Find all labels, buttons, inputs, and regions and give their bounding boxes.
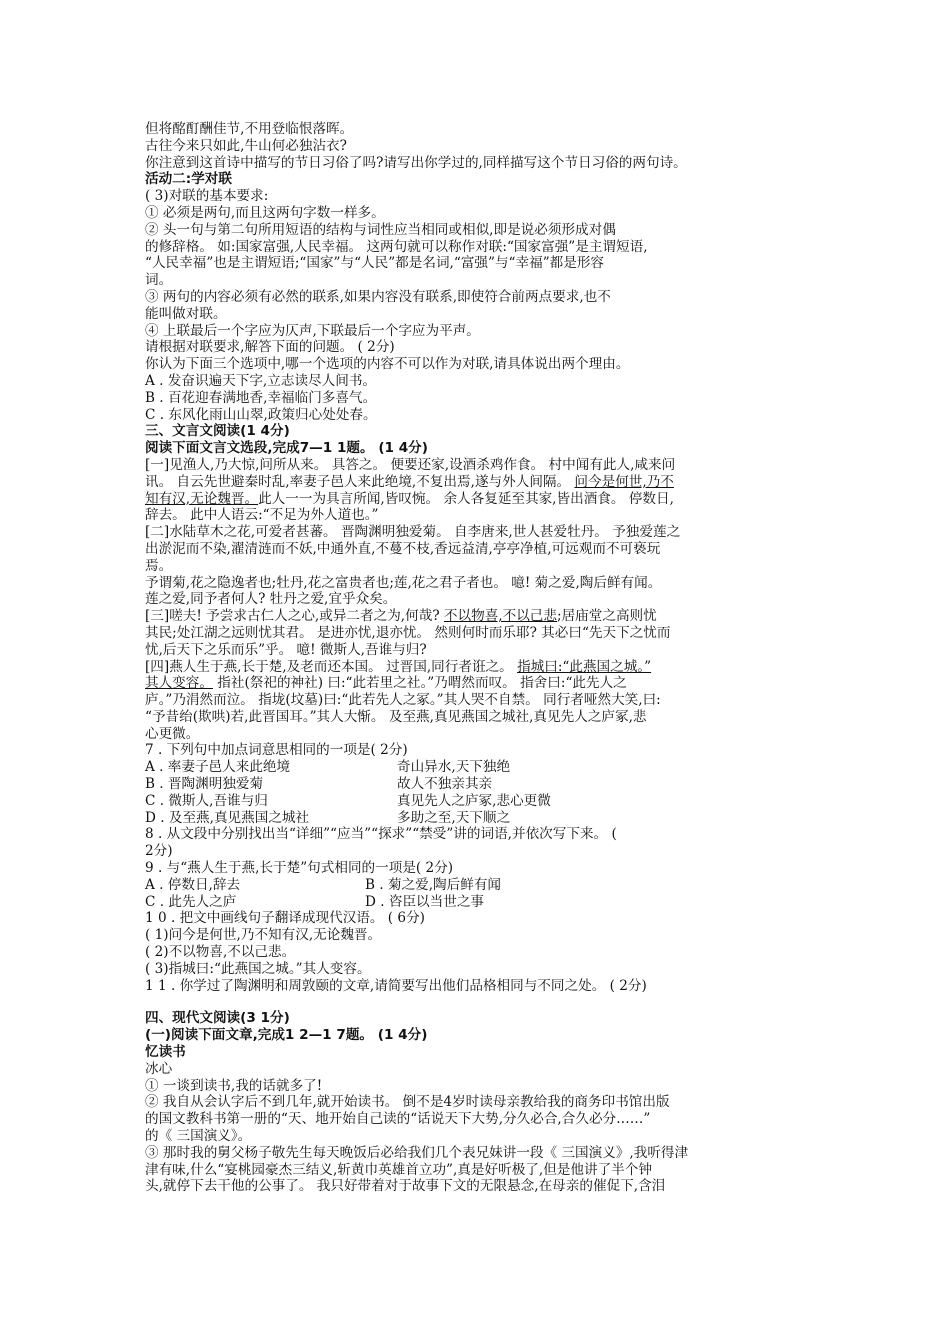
option-right: 多助之至,天下顺之 [397, 809, 511, 826]
text-line: “人民幸福”也是主谓短语;“国家”与“人民”都是名词,“富强”与“幸福”都是形容 [145, 255, 605, 272]
passage3-text: [三]嗟夫! 予尝求古仁人之心,或异二者之为,何哉? [145, 608, 444, 625]
passage4-line: 庐。”乃涓然而泣。 指垅(坟墓)曰:“此若先人之冢。”其人哭不自禁。 同行者哑然大笑,曰: [145, 692, 661, 709]
passage4-text: [四]燕人生于燕,长于楚,及老而还本国。 过晋国,同行者诳之。 [145, 658, 518, 675]
question-7-option-b [145, 776, 815, 793]
text-line: 能叫做对联。 [145, 305, 227, 322]
article-line: 的《 三国演义》。 [145, 1128, 252, 1145]
article-line: 头,就停下去干他的公事了。 我只好带着对于故事下文的无限悬念,在母亲的催促下,含泪 [145, 1178, 666, 1195]
question-8-line: 8 . 从文段中分别找出当“详细”“应当”“探求”“禁受”讲的词语,并依次写下来。 ( [145, 826, 617, 843]
article-line: ③ 那时我的舅父杨子敬先生每天晚饭后必给我们几个表兄妹讲一段《 三国演义》,我听得津 [145, 1144, 689, 1161]
question-10-item: ( 3)指城曰:“此燕国之城。”其人变容。 [145, 960, 371, 977]
text-line: ④ 上联最后一个字应为仄声,下联最后一个字应为平声。 [145, 322, 480, 339]
activity2-heading: 活动二:学对联 [145, 171, 232, 188]
passage4-line: “予昔绐(欺哄)若,此晋国耳。”其人大惭。 及至燕,真见燕国之城社,真见先人之庐冢,悲 [145, 708, 647, 725]
option-left: B . 晋陶渊明独爱菊 [145, 776, 264, 793]
spacer [145, 994, 815, 1010]
option-line: C . 东风化雨山山翠,政策归心处处春。 [145, 406, 377, 423]
question-9-options-row [145, 877, 815, 894]
question-7-option-c [145, 793, 815, 810]
option-right: D . 咨臣以当世之事 [365, 893, 485, 910]
underlined-sentence: 问今是何世,乃不 [574, 473, 674, 490]
passage1-text: 此人一一为具言所闻,皆叹惋。 余人各复延至其家,皆出酒食。 停数日, [258, 490, 674, 507]
question-7-option-a [145, 759, 815, 776]
section3-subheading: 阅读下面文言文选段,完成7—1 1题。 (1 4分) [145, 440, 428, 457]
option-left: D . 及至燕,真见燕国之城社 [145, 809, 310, 826]
article-line: ② 我自从会认字后不到几年,就开始读书。 倒不是4岁时读母亲教给我的商务印书馆出版 [145, 1094, 670, 1111]
passage3-line [145, 608, 815, 625]
passage2-line: 予谓菊,花之隐逸者也;牡丹,花之富贵者也;莲,花之君子者也。 噫! 菊之爱,陶后鲜有闻。 [145, 574, 662, 591]
article-line: 津有味,什么“宴桃园豪杰三结义,斩黄巾英雄首立功”,真是好听极了,但是他讲了半个钟 [145, 1161, 652, 1178]
question-7-stem: 7 . 下列句中加点词意思相同的一项是( 2分) [145, 742, 408, 759]
underlined-sentence: 知有汉,无论魏晋。 [145, 490, 259, 507]
poem-line: 但将酩酊酬佳节,不用登临恨落晖。 [145, 121, 354, 137]
text-line: 请根据对联要求,解答下面的问题。 ( 2分) [145, 339, 395, 356]
text-line: 词。 [145, 272, 173, 289]
article-line: ① 一谈到读书,我的话就多了! [145, 1077, 323, 1094]
passage1-line [145, 491, 815, 508]
question-10-item: ( 2)不以物喜,不以己悲。 [145, 944, 296, 961]
option-right: B . 菊之爱,陶后鲜有闻 [365, 876, 502, 893]
option-right: 真见先人之庐冢,悲心更微 [397, 792, 551, 809]
passage4-line [145, 675, 815, 692]
passage2-line: 莲之爱,同予者何人? 牡丹之爱,宜乎众矣。 [145, 591, 397, 608]
passage4-line: 心更微。 [145, 725, 200, 742]
question-10-item: ( 1)问今是何世,乃不知有汉,无论魏晋。 [145, 927, 382, 944]
option-left: C . 微斯人,吾谁与归 [145, 792, 268, 809]
question-7-option-d [145, 810, 815, 827]
option-left: C . 此先人之庐 [145, 893, 237, 910]
article-author: 冰心 [145, 1060, 173, 1077]
article-line: 的国文教科书第一册的“天、地开始自己读的“话说天下大势,分久必合,合久必分……” [145, 1111, 651, 1128]
passage4-text: 指社(祭祀的神社) 曰:“此若里之社。”乃喟然而叹。 指舍曰:“此先人之 [212, 675, 627, 692]
text-line: 的修辞格。 如:国家富强,人民幸福。 这两句就可以称作对联:“国家富强”是主谓短语, [145, 238, 648, 255]
section3-heading: 三、文言文阅读(1 4分) [145, 423, 290, 440]
question-9-options-row [145, 894, 815, 911]
underlined-sentence: 不以物喜,不以己悲 [443, 608, 557, 625]
option-line: B . 百花迎春满地香,幸福临门多喜气。 [145, 389, 377, 406]
text-line: ( 3)对联的基本要求: [145, 188, 269, 205]
document-body [145, 121, 815, 1195]
text-line: 你认为下面三个选项中,哪一个选项的内容不可以作为对联,请具体说出两个理由。 [145, 356, 630, 373]
text-line: ① 必须是两句,而且这两句字数一样多。 [145, 204, 385, 221]
option-line: A . 发奋识遍天下字,立志读尽人间书。 [145, 372, 377, 389]
option-right: 故人不独亲其亲 [397, 776, 493, 793]
passage3-text: ;居庙堂之高则忧 [557, 608, 657, 625]
option-left: A . 停数日,辞去 [145, 876, 241, 893]
passage1-line [145, 474, 815, 491]
underlined-sentence: 其人变容。 [145, 675, 213, 692]
passage3-line: 其民;处江湖之远则忧其君。 是进亦忧,退亦忧。 然则何时而乐耶? 其必曰“先天下之忧而 [145, 624, 671, 641]
question-8-line: 2分) [145, 843, 173, 860]
passage1-line: 辞去。 此中人语云:“不足为外人道也。” [145, 507, 379, 524]
question-10-stem: 1 0 . 把文中画线句子翻译成现代汉语。 ( 6分) [145, 910, 425, 927]
poem-line: 古往今来只如此,牛山何必独沾衣? [145, 137, 347, 154]
article-title: 忆读书 [145, 1044, 186, 1061]
passage1-text: 讯。 自云先世避秦时乱,率妻子邑人来此绝境,不复出焉,遂与外人间隔。 [145, 473, 575, 490]
text-line: ② 头一句与第二句所用短语的结构与词性应当相同或相似,即是说必须形成对偶 [145, 221, 616, 238]
section4-heading: 四、现代文阅读(3 1分) [145, 1010, 290, 1027]
passage3-line: 忧,后天下之乐而乐”乎。 噫! 微斯人,吾谁与归? [145, 641, 427, 658]
passage2-line: [二]水陆草木之花,可爱者甚蕃。 晋陶渊明独爱菊。 自李唐来,世人甚爱牡丹。 予独爱莲之 [145, 524, 681, 541]
question-9-stem: 9 . 与“燕人生于燕,长于楚”句式相同的一项是( 2分) [145, 860, 454, 877]
option-right: 奇山异水,天下独绝 [397, 759, 511, 776]
passage4-line [145, 659, 815, 676]
question-11: 1 1 . 你学过了陶渊明和周敦颐的文章,请简要写出他们品格相同与不同之处。 ( 2分) [145, 977, 647, 994]
passage2-line: 焉。 [145, 557, 173, 574]
passage2-line: 出淤泥而不染,濯清涟而不妖,中通外直,不蔓不枝,香远益清,亭亭净植,可远观而不可亵玩 [145, 540, 661, 557]
text-line: ③ 两句的内容必须有必然的联系,如果内容没有联系,即使符合前两点要求,也不 [145, 288, 611, 305]
passage1-line: [一]见渔人,乃大惊,问所从来。 具答之。 便要还家,设酒杀鸡作食。 村中闻有此人,咸来问 [145, 456, 676, 473]
option-left: A . 率妻子邑人来此绝境 [145, 759, 291, 776]
underlined-sentence: 指城曰:“此燕国之城。” [517, 658, 652, 675]
poem-question: 你注意到这首诗中描写的节日习俗了吗?请写出你学过的,同样描写这个节日习俗的两句诗。 [145, 154, 687, 171]
section4-subheading: (一)阅读下面文章,完成1 2—1 7题。 (1 4分) [145, 1027, 428, 1044]
